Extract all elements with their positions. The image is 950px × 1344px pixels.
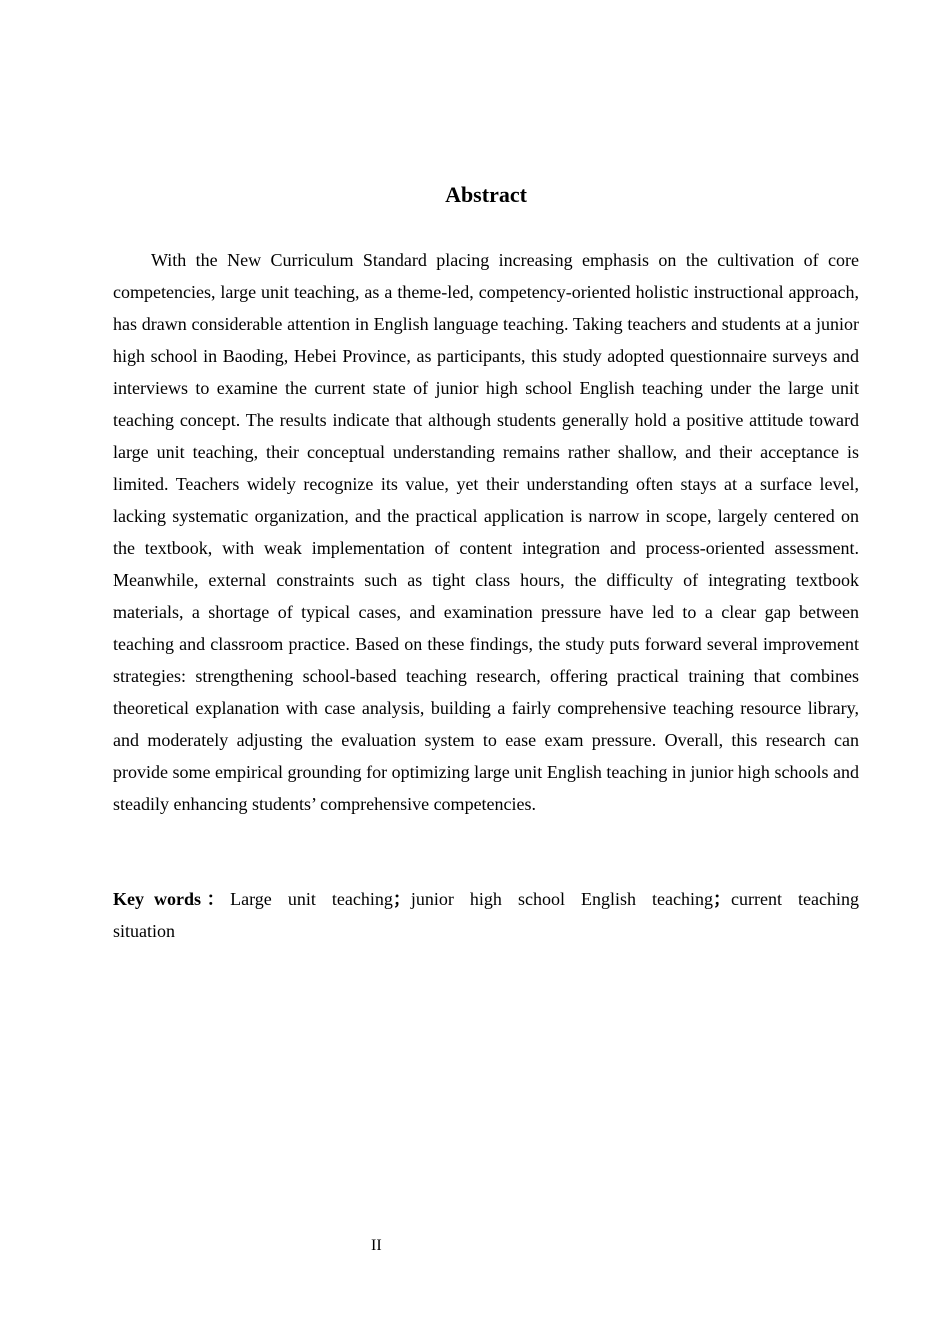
keyword-item: junior high school English teaching xyxy=(410,889,714,909)
abstract-body: With the New Curriculum Standard placing increasing emphasis on the cultivation of core competencies, large unit teaching, as a theme-led, competency-oriented holistic instructional approach, has drawn considerable attention in English language teaching. Taking teachers and students at a junior high school in Baoding, Hebei Province, as participants, this study adopted questionnaire surveys and interviews to examine the current state of junior high school English teaching under the large unit teaching concept. The results indicate that although students generally hold a positive attitude toward large unit teaching, their conceptual understanding remains rather shallow, and their acceptance is limited. Teachers widely recognize its value, yet their understanding often stays at a surface level, lacking systematic organization, and the practical application is narrow in scope, largely centered on the textbook, with weak implementation of content integration and process-oriented assessment. Meanwhile, external constraints such as tight class hours, the difficulty of integrating textbook materials, a shortage of typical cases, and examination pressure have led to a clear gap between teaching and classroom practice. Based on these findings, the study puts forward several improvement strategies: strengthening school-based teaching research, offering practical training that combines theoretical explanation with case analysis, building a fairly comprehensive teaching resource library, and moderately adjusting the evaluation system to ease exam pressure. Overall, this research can provide some empirical grounding for optimizing large unit English teaching in junior high schools and steadily enhancing students’ comprehensive competencies. xyxy=(113,250,859,814)
keyword-item: Large unit teaching xyxy=(230,889,393,909)
page-number: II xyxy=(371,1237,382,1254)
keyword-item: current teaching situation xyxy=(113,889,859,941)
abstract-title: Abstract xyxy=(445,182,527,207)
keyword-separator: ； xyxy=(713,889,732,909)
keyword-separator: ； xyxy=(392,889,411,909)
keywords-label: Key words： xyxy=(113,889,231,909)
keywords-line xyxy=(113,883,859,947)
